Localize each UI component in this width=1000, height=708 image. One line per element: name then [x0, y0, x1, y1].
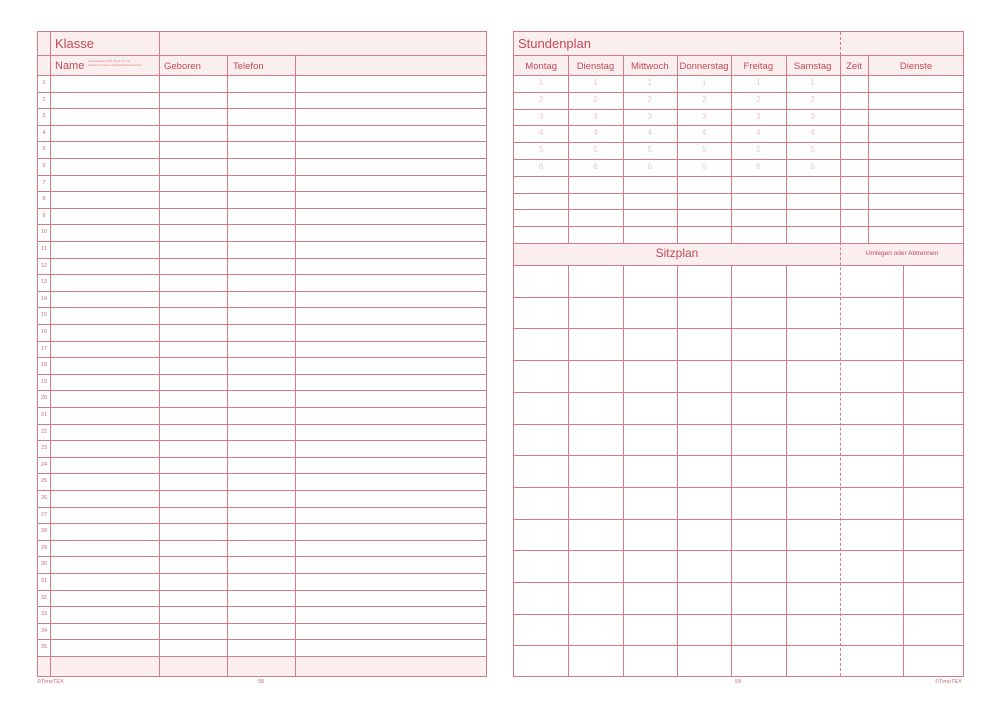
row-rule: [38, 241, 486, 242]
seating-header-rule: [514, 265, 963, 266]
seating-row-rule: [514, 519, 963, 520]
row-rule: [38, 490, 486, 491]
row-number: 32: [40, 594, 48, 601]
row-number: 17: [40, 345, 48, 352]
period-number: 3: [593, 111, 598, 121]
class-title: Klasse: [55, 36, 95, 51]
row-rule: [38, 424, 486, 425]
row-number-divider: [50, 32, 51, 676]
day-header-montag: Montag: [525, 61, 557, 72]
row-rule: [38, 523, 486, 524]
seating-row-rule: [514, 550, 963, 551]
day-header-freitag: Freitag: [743, 61, 774, 72]
row-number: 26: [40, 495, 48, 501]
timetable-row-rule: [514, 159, 963, 160]
phone-column-header: Telefon: [233, 61, 264, 72]
seating-row-rule: [514, 297, 963, 298]
row-rule: [38, 623, 486, 624]
row-number: 3: [42, 113, 46, 120]
period-number: 3: [810, 111, 815, 121]
row-number: 33: [40, 611, 48, 618]
time-column-header: Zeit: [846, 61, 862, 72]
row-rule: [38, 457, 486, 458]
row-number: 21: [40, 412, 48, 418]
born-column-header: Geboren: [164, 61, 201, 72]
seating-row-rule: [514, 424, 963, 425]
period-number: 4: [810, 128, 815, 138]
day-header-samstag: Samstag: [793, 61, 832, 72]
period-number: 5: [647, 145, 652, 155]
timetable-row-rule: [514, 226, 963, 227]
born-column-divider: [227, 55, 228, 676]
row-rule: [38, 92, 486, 93]
seating-row-rule: [514, 328, 963, 329]
period-number: 5: [593, 145, 598, 155]
row-number: 22: [40, 428, 48, 435]
period-number: 2: [593, 94, 598, 104]
fold-cut-line: [840, 32, 841, 676]
seating-title: Sitzplan: [655, 246, 699, 260]
row-rule: [38, 357, 486, 358]
day-header-donnerstag: Donnerstag: [679, 61, 729, 72]
row-rule: [38, 141, 486, 142]
period-number: 6: [647, 162, 652, 171]
period-number: 6: [756, 162, 761, 171]
row-number: 8: [42, 196, 46, 203]
phone-column-divider: [295, 55, 296, 676]
seating-column-divider: [623, 265, 624, 676]
row-rule: [38, 507, 486, 508]
period-number: 6: [538, 162, 544, 171]
row-number: 19: [40, 378, 48, 385]
row-rule: [38, 158, 486, 159]
period-number: 1: [810, 78, 815, 87]
timetable-title: Stundenplan: [518, 36, 592, 51]
period-number: 6: [810, 162, 815, 171]
seating-column-divider: [731, 265, 732, 676]
row-number: 6: [42, 163, 46, 169]
time-column-divider: [868, 55, 869, 243]
row-number: 16: [40, 329, 48, 335]
row-number: 25: [40, 478, 48, 485]
day-header-dienstag: Dienstag: [576, 61, 615, 72]
row-rule: [38, 307, 486, 308]
timetable-row-rule: [514, 92, 963, 93]
row-rule: [38, 440, 486, 441]
row-rule: [38, 390, 486, 391]
row-number: 18: [40, 362, 48, 369]
row-number: 27: [40, 511, 48, 518]
seating-row-rule: [514, 360, 963, 361]
page-number-left: 58: [258, 679, 265, 685]
period-number: 1: [647, 78, 652, 87]
name-column-note: Zeilenabstand (M) Word 15,7 pt Zusammenfassung/Abstand/Zeilenhöhe: [88, 59, 142, 67]
seating-row-rule: [514, 487, 963, 488]
seating-row-rule: [514, 455, 963, 456]
period-number: 1: [593, 78, 598, 87]
period-number: 2: [756, 94, 761, 104]
row-rule: [38, 540, 486, 541]
timetable-row-rule: [514, 142, 963, 143]
row-rule: [38, 374, 486, 375]
row-rule: [38, 639, 486, 640]
row-rule: [38, 341, 486, 342]
timetable-row-rule: [514, 243, 963, 244]
duties-column-header: Dienste: [899, 61, 933, 72]
period-number: 1: [538, 78, 544, 87]
name-column-divider: [159, 32, 160, 676]
row-rule: [38, 208, 486, 209]
page-number-right: 59: [735, 679, 742, 685]
row-rule: [38, 407, 486, 408]
row-rule: [38, 258, 486, 259]
period-number: 3: [756, 111, 761, 121]
row-number: 13: [40, 279, 48, 286]
row-number: 11: [41, 246, 47, 252]
row-number: 7: [42, 179, 46, 186]
seating-row-rule: [514, 392, 963, 393]
timetable-row-rule: [514, 125, 963, 126]
period-number: 6: [593, 162, 598, 171]
header-bottom-rule: [38, 75, 486, 76]
row-rule: [38, 473, 486, 474]
seating-row-rule: [514, 614, 963, 615]
period-number: 2: [647, 94, 652, 104]
name-column-header: Name: [55, 60, 85, 72]
period-number: 4: [701, 128, 707, 138]
period-number: 3: [701, 111, 707, 121]
row-rule: [38, 573, 486, 574]
row-rule: [38, 291, 486, 292]
timetable-row-rule: [514, 193, 963, 194]
row-number: 20: [40, 395, 48, 402]
row-number: 24: [40, 461, 48, 468]
seating-column-divider: [786, 265, 787, 676]
seating-column-divider: [568, 265, 569, 676]
row-rule: [38, 224, 486, 225]
row-rule: [38, 324, 486, 325]
header-rule: [514, 55, 963, 56]
row-number: 30: [40, 561, 48, 568]
period-number: 4: [756, 128, 761, 138]
row-rule: [38, 656, 486, 657]
row-rule: [38, 108, 486, 109]
period-number: 3: [647, 111, 652, 121]
timetable-row-rule: [514, 209, 963, 210]
seating-row-rule: [514, 582, 963, 583]
row-rule: [38, 125, 486, 126]
period-number: 4: [593, 128, 598, 138]
fold-instruction: Umlegen oder Abtrennen: [865, 250, 939, 257]
header-rule: [38, 55, 486, 56]
seating-column-divider: [903, 265, 904, 676]
period-number: 5: [810, 145, 815, 155]
class-list-page: [37, 31, 487, 677]
day-header-mittwoch: Mittwoch: [631, 61, 669, 72]
row-rule: [38, 274, 486, 275]
row-number: 34: [40, 627, 48, 634]
row-rule: [38, 590, 486, 591]
row-number: 35: [40, 644, 48, 651]
row-number: 31: [40, 578, 48, 584]
row-number: 1: [42, 80, 46, 86]
row-number: 23: [40, 445, 48, 452]
timetable-row-rule: [514, 109, 963, 110]
row-number: 15: [40, 312, 48, 319]
period-number: 2: [701, 94, 707, 104]
row-number: 10: [40, 229, 48, 236]
period-number: 4: [647, 128, 652, 138]
row-rule: [38, 606, 486, 607]
period-number: 2: [810, 94, 815, 104]
seating-row-rule: [514, 645, 963, 646]
row-rule: [38, 175, 486, 176]
row-number: 4: [42, 129, 46, 136]
period-number: 4: [538, 128, 544, 138]
period-number: 5: [756, 145, 761, 155]
copyright-right: ©TimeTEX: [935, 679, 962, 685]
period-number: 1: [701, 78, 707, 87]
period-number: 3: [538, 111, 544, 121]
row-number: 29: [40, 544, 48, 551]
row-number: 28: [40, 528, 48, 535]
period-number: 2: [538, 94, 544, 104]
period-number: 6: [701, 162, 707, 171]
timetable-page: [513, 31, 964, 677]
row-number: 5: [42, 146, 46, 153]
timetable-row-rule: [514, 176, 963, 177]
row-number: 2: [42, 96, 46, 103]
row-rule: [38, 556, 486, 557]
bottom-band: [38, 656, 486, 676]
row-number: 14: [40, 295, 48, 302]
row-rule: [38, 191, 486, 192]
period-number: 5: [538, 145, 544, 155]
class-title-band: [38, 32, 486, 55]
header-bottom-rule: [514, 75, 963, 76]
copyright-left: ©TimeTEX: [37, 679, 64, 685]
row-number: 9: [42, 212, 46, 219]
period-number: 5: [701, 145, 707, 155]
period-number: 1: [756, 78, 761, 87]
row-number: 12: [40, 262, 48, 269]
seating-column-divider: [677, 265, 678, 676]
